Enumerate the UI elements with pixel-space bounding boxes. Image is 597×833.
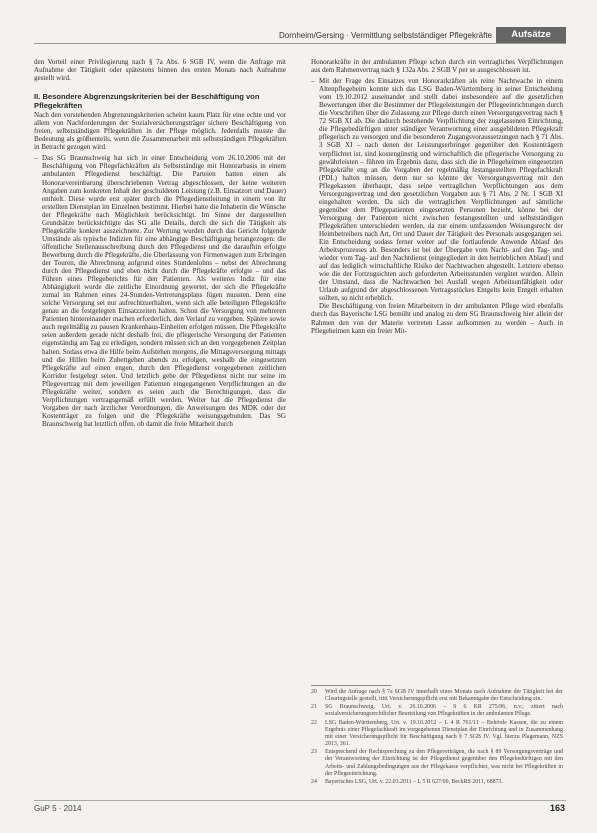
running-head: Dornheim/Gersing · Vermittlung selbstständiger Pflegekräfte: [279, 31, 492, 40]
intro-paragraph: den Vorteil einer Privilegierung nach § 7a Abs. 6 SGB IV, wenn die Anfrage mit Aufnahme der Tätigkeit oder spätestens binnen des ersten Monats nach Aufnahme gestellt wird.: [34, 58, 286, 83]
body-paragraph-2: Die Beschäftigung von freien Mitarbeitern in der ambulanten Pflege wird ebenfalls durch das Bayerische LSG bemüht und analog zu dem SG Braunschweig hier allein der Rahmen den von der Materie vertreten Lasse aufkommen zu werden – Auch in Pflegeheimen kann ein freier Mit-: [311, 302, 563, 335]
body-paragraph: Nach den vorstehenden Abgrenzungskriterien scheint kaum Platz für eine echte und vor allem von Nachforderungen der Sozialversicherungsträger sichere Beschäftigung von freien, selbstständigen Pflegekräften in der Pflege möglich. Jedenfalls musste die Bedeutung als größtenteils, wenn die Zusammenarbeit mit selbstständigen Pflegekräften in Betracht gezogen wird.: [34, 111, 286, 152]
continued-paragraph: Honorarkräfte in der ambulanten Pflege schon durch ein vertragliches Verpflichtungen aus dem Rahmenvertrag nach § 132a Abs. 2 SGB V per se ausgeschlossen ist.: [311, 58, 563, 75]
dash-item-lsg-baden-wuerttemberg: – Mit der Frage des Einsatzes von Honorarkräften als reine Nachtwache in einem Altenpflegeheim konnte sich das LSG Baden-Württemberg in seiner Entscheidung vom 19.10.2012 auseinander und stellt dabei insbesondere auf die gesetzlichen Bewertungen über die Bestimmer der Pflegeleistungen der Pflegeeinrichtungen durch die Vorschriften über die Zulassung zur Pflege durch einen Versorgungsvertrag nach § 72 SGB XI ab. Die dadurch bestehende Verpflichtung der zugelassenen Einrichtung, die Pflegebedürftigen unter ständiger Verantwortung einer ausgebildeten Pflegekraft pflegerisch zu versorgen und die besonderen Zugangsvoraussetzungen nach § 71 Abs. 3 SGB XI – nach denen der Leistungserbringer gegenüber den Kostenträgern verpflichtet ist, sind kostengünstig und wirtschaftlich die pflegerische Versorgung zu gewährleisten – führen im Ergebnis dazu, dass sich die in Pflegeheimen eingesetzten Pflegekräfte eng an die Vorgaben der regelmäßig festangestellten Pflegefachkraft (PDL) halten müssen, denn nur so könnte der Versorgungsvertrag mit den Pflegekassen überhaupt, dass seine vertraglichen Verpflichtungen aus dem Versorgungsvertrag und den gesetzlichen Vorgaben aus § 71 Abs. 2 Nr. 1 SGB XI eingehalten werden. Da sich die vertraglichen Verpflichtungen auf sämtliche gegenüber dem Pflegepatienten eingesetzten Personen bezieht, könne bei der Versorgung der Patienten nicht zwischen festangestellten und selbstständigen Pflegekräften unterschieden werden, da zur einem umfassenden Weisungsrecht der Heimbetreibers nach Art, Ort und Dauer der Tätigkeit des Personals ausgegangen sei. Ein Entscheidung sodass ferner weiter auf die fortlaufende Anwende Ablauf des Arbeitsprozesses ab. Besonders ist bei der Übergabe vom Nacht- auf den Tag- und wieder vom Tag- auf den Nachtdienst (eingegliedert in den betrieblichen Ablauf) und auf das lediglich wirtschaftliche Risiko der Nachtwachen abgestellt. Letztere ebenso wie die der Fortzugsichten auch geforderten Arbeitsstunden vergütet wurden. Allein der Umstand, dass die Nachtwachen bei Ausfall wegen Arbeitsunfähigkeit oder Urlaub aufgrund der abgeschlossenen Vertragsstückes Entgelts kein Entgelt erhalten sollten, so nicht erheblich.: [311, 77, 563, 302]
left-column: [34, 58, 286, 428]
journal-issue: GuP 5 · 2014: [34, 804, 82, 813]
footnotes: [311, 689, 563, 787]
footnote-rule: [311, 685, 391, 686]
header-rule: [34, 43, 566, 44]
footnote: 23 Entsprechend der Rechtsprechung zu den Pflegeverträgen, die nach § 89 Versorgungsverträge und der Verantwortung der Einrichtung ist der Pflegedienst gegenüber den Pflegebedürftigen mit den Arbeits- und Zahlungsbedingungen aus der Pflegekasse verpflichtet, was nicht bei Pflegekräften in der Pflegeeinrichtung.: [311, 749, 563, 777]
footer-rule: [34, 800, 566, 801]
footnote: 24 Bayerisches LSG, Urt. v. 22.03.2011 – L 5 R 627/09, BeckRS 2011, 68873.: [311, 778, 503, 785]
footnote: 21 SG Braunschweig, Urt. v. 26.10.2006 – S 6 KR 275/06, n.v.; zitiert nach sozialversicherungsrechtlicher Beurteilung von Pflegekräften in der ambulanten Pflege.: [311, 704, 563, 718]
section-tab: Aufsätze: [496, 27, 566, 43]
footnote: 22 LSG Baden-Württemberg, Urt. v. 19.10.2012 – L 4 R 761/11 – Behörde Kassen, die zu einem Ergebnis einer Pflegefachkraft im vorgegebenen Dienstplan der Einrichtung und in Zusammenhang mit einer Versicherungspflicht für Beschäftigung nach § 7 SGB IV. Vgl. hierzu Plagemann, NZS 2013, 361.: [311, 719, 563, 748]
page-number: 163: [549, 803, 565, 813]
section-heading: II. Besondere Abgrenzungskriterien bei der Beschäftigung von Pflegekräften: [34, 92, 260, 111]
right-column: [311, 58, 563, 335]
footnote: 20 Wird die Anfrage nach § 7a SGB IV innerhalb eines Monats nach Aufnahme der Tätigkeit bei der Clearingstelle gestellt, tritt Versicherungspflicht erst mit Bekanntgabe der Entscheidung ein.: [311, 689, 563, 703]
dash-item-sg-braunschweig: – Das SG Braunschweig hat sich in einer Entscheidung vom 26.10.2006 mit der Beschäftigung von Pflegefachkräften als Selbstständige mit Honorarbasis in einem ambulanten Pflegedienst beschäftigt. Die Parteien hatten einen als Honorarvereinbarung überschriebenen Vertrag abgeschlossen, der keine weiteren Angaben zum konkreten Inhalt der geschuldeten Leistung (z.B. Einsatzort und Dauer) enthielt. Diese wurde erst später durch die Pflegedienstleitung in einem von ihr erstellten Dienstplan im Einzelnen bestimmt. Hierbei hatte die Inhaberin die Wünsche der Pflegekräfte nach Möglichkeit berücksichtigt. Im Sinne der dargestellten Grundsätze berücksichtigte das SG alle Details, durch die sich die Tätigkeit als Pflegekräfte konkret auszeichnete. Zur Wertung wurden durch das Gericht folgende Umstände als typische Indizien für eine abhängige Beschäftigung herangezogen: die öffentliche Stellenausschreibung durch den Pflegedienst und die daraufhin erfolgte Bewerbung durch die Pflegekräfte, die Überlassung von Firmenwagen zum Erbringen der Touren, die Abrechnung aufgrund eines Stundenlohns – nebst der Abrechnung durch den Pflegedienst und eben nicht durch die Pflegekräfte erfolgte – und das Führen eines Pflegeberichts für den Patienten. Als weiteres Indiz für eine Abhängigkeit wurde die zeitliche Einordnung gewertet, der sich die Pflegekräfte zumal im Rahmen eines 24-Stunden-Vertretungsplans fügen mussten. Denn eine solche Versorgung sei nur aufrechtzuerhalten, wenn sich alle beteiligten Pflegekräfte genau an die festgelegten Einsatzzeiten halten. Schon die Versorgung von mehreren Patienten hintereinander machen erforderlich, den Verlauf zu vergeben. Spätere sowie auch regelmäßig zu pausen Krankenhaus-Einheiten erfolgen müssen. Die Pflegekräfte seien außerdem gerade nicht deshalb frei, die pflegerische Versorgung der Patienten eigenständig am Tag zu erledigen, sondern müssen sich an den vorgegebenen Zeitplan halten. Sodass etwa die Hilfe beim Aufstehen morgens, die Mittagsversorgung mittags und die Hilfen beim Zubettgehen abends zu erfolgen, weshalb die eingesetzten Pflegekräfte auf einen engen, durch den Pflegedienst vorgegebenen zeitlichen Korridor festgelegt seien. Und letztlich gebe der Pflegedienst nicht nur seine im Pflegevertrag mit dem jeweiligen Patienten eingegangenen Verpflichtungen an die Pflegekräfte weiter, sondern es seien auch die Berechtigungen, dass die Verpflichtungen vertragsgemäß erfüllt werden. Weiter hat die Pflegedienst die Vorgaben der nach ärztlicher Verordnungen, die Anweisungen des MDK oder der Kostenträger zu folgen und die Pflegekräfte weisungsgebunden. Das SG Braunschweig hat letztlich offen, ob damit die freie Mitarbeit durch: [34, 154, 286, 428]
